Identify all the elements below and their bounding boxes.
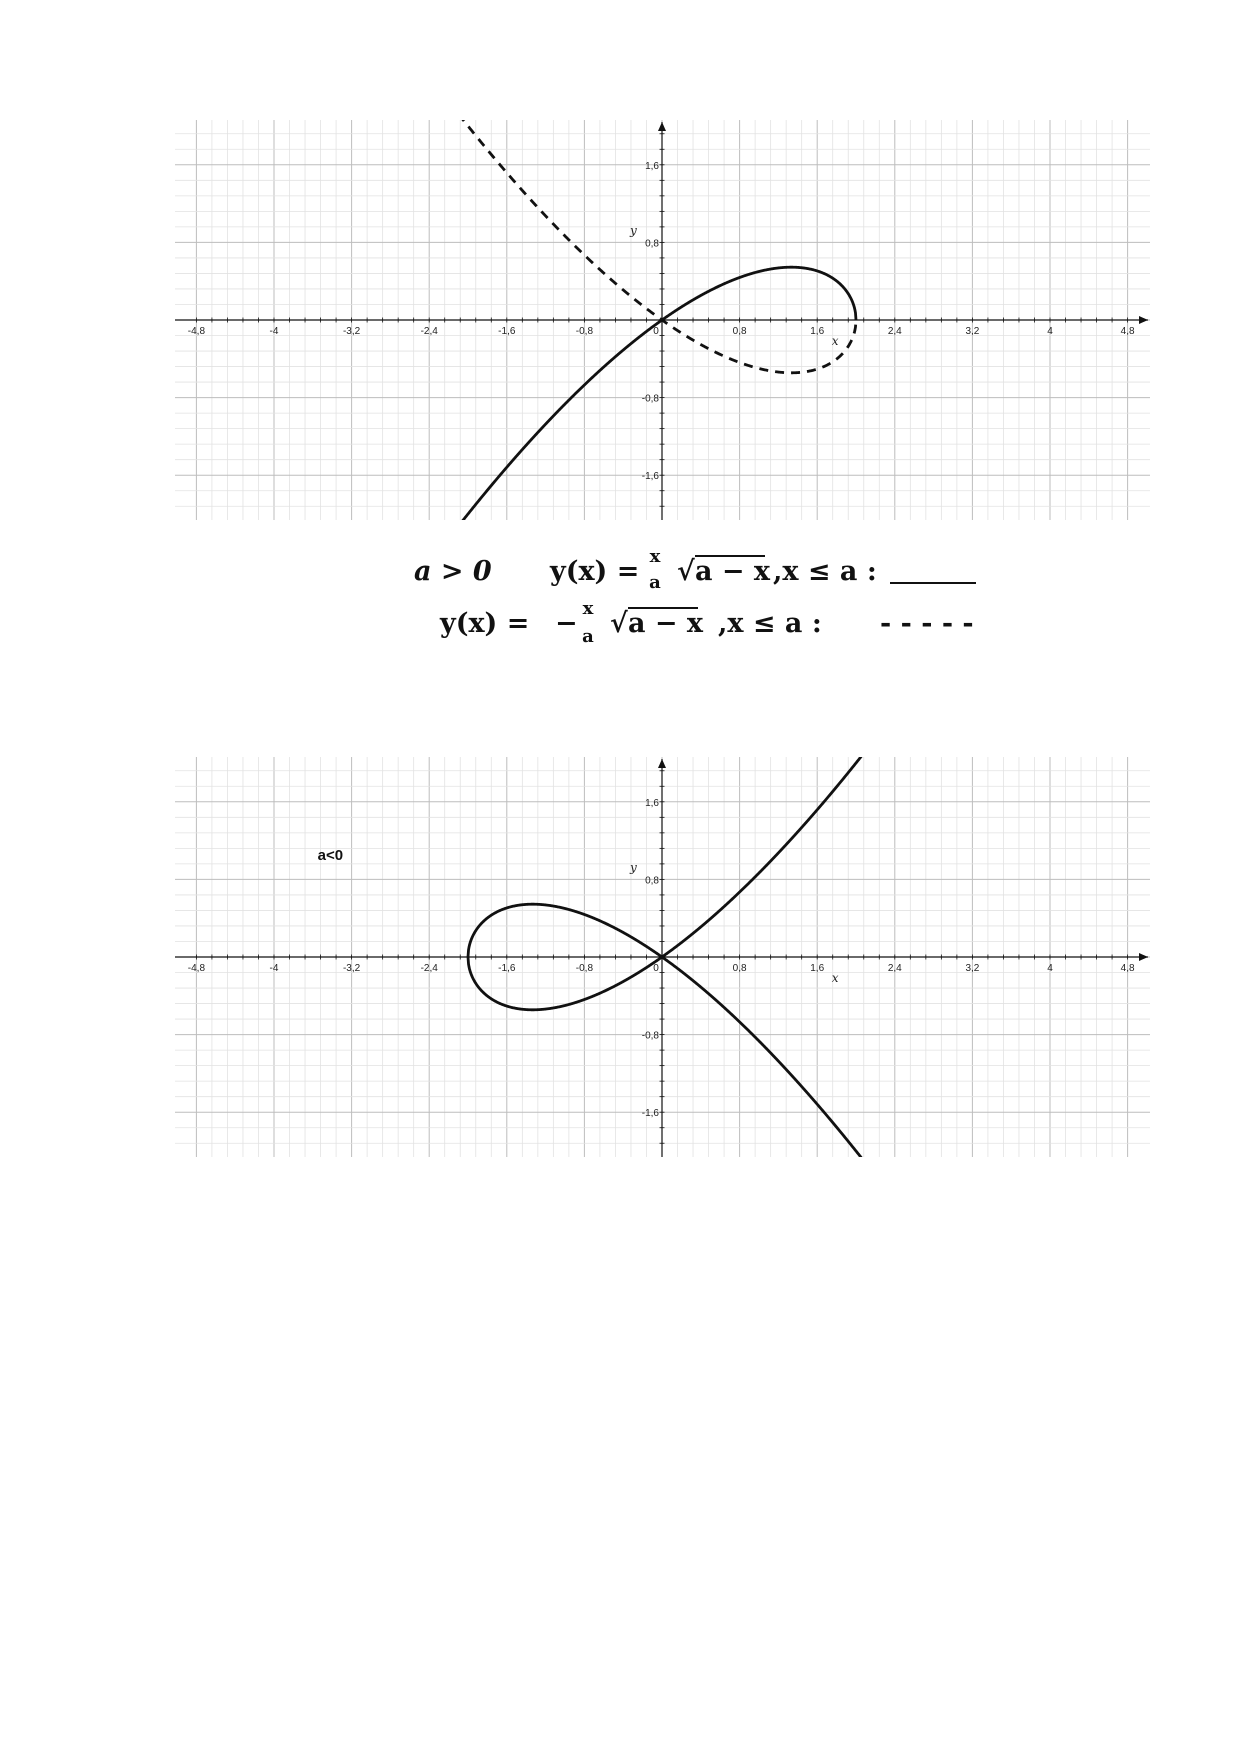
legend-row1-numerator: x [649, 546, 661, 567]
x-tick-label: 4 [1047, 963, 1053, 974]
chart-a-negative [175, 757, 1150, 1157]
y-axis-label: y [630, 223, 637, 238]
legend-row-1 [380, 548, 1020, 598]
y-tick-label: -0,8 [641, 393, 659, 405]
y-tick-label: -1,6 [641, 1108, 659, 1120]
legend-row1-sqrt: √ [677, 556, 695, 587]
legend-row2-numerator: x [582, 598, 594, 619]
legend-row2-sqrt: √ [610, 608, 628, 639]
x-tick-label: 3,2 [965, 326, 980, 337]
y-axis-arrow [658, 122, 666, 131]
x-tick-label: 0 [653, 326, 659, 337]
x-tick-label: -3,2 [342, 326, 361, 337]
legend-row1-solid-sample [890, 554, 976, 584]
x-tick-label: 1,6 [810, 326, 825, 337]
x-tick-label: 2,4 [887, 963, 902, 974]
x-tick-label: -2,4 [420, 963, 438, 974]
x-tick-label: -1,6 [498, 326, 516, 337]
x-tick-label: -4,8 [187, 326, 206, 337]
x-axis-label: x [831, 971, 839, 985]
legend-row2-dashed-sample: - - - - - [880, 608, 974, 639]
x-tick-label: 2,4 [887, 326, 902, 337]
x-tick-label: -0,8 [575, 963, 594, 974]
legend-row-2 [380, 598, 1020, 654]
x-tick-label: 3,2 [965, 963, 980, 974]
x-tick-label: -4 [269, 326, 279, 337]
legend-row1-denominator: a [649, 572, 661, 593]
chart-a-negative-svg [175, 757, 1150, 1157]
x-tick-label: 1,6 [810, 963, 825, 974]
x-tick-label: 0,8 [732, 963, 747, 974]
chart-a-positive [175, 120, 1150, 520]
y-tick-label: 1,6 [645, 797, 659, 809]
y-tick-label: -1,6 [641, 471, 659, 483]
y-tick-label: 0,8 [645, 875, 659, 887]
x-tick-label: -0,8 [575, 326, 594, 337]
legend-condition: a > 0 [414, 556, 492, 587]
series-line-2 [468, 904, 885, 1157]
y-tick-label: 1,6 [645, 160, 659, 172]
legend-row2-denominator: a [582, 626, 594, 647]
chart-annotation: a<0 [317, 847, 344, 864]
legend-row2-minus: − [555, 608, 578, 639]
x-tick-label: 0 [653, 963, 659, 974]
x-tick-label: -4 [269, 963, 279, 974]
legend-row1-lhs: y(x) = [550, 556, 640, 587]
y-axis-label: y [630, 860, 637, 875]
x-axis-arrow [1139, 953, 1148, 961]
x-tick-label: -1,6 [498, 963, 516, 974]
x-tick-label: 0,8 [732, 326, 747, 337]
x-tick-label: -3,2 [342, 963, 361, 974]
x-axis-arrow [1139, 316, 1148, 324]
x-tick-label: 4,8 [1120, 326, 1135, 337]
legend-row1-domain: ,x ≤ a : [773, 556, 877, 587]
y-axis-arrow [658, 759, 666, 768]
legend-row2-radicand: a − x [628, 608, 704, 639]
legend-row1-radicand: a − x [695, 556, 771, 587]
legend-row2-lhs: y(x) = [440, 608, 530, 639]
chart-a-positive-svg [175, 120, 1150, 520]
x-tick-label: -4,8 [187, 963, 206, 974]
x-tick-label: -2,4 [420, 326, 438, 337]
x-axis-label: x [831, 334, 839, 348]
x-tick-label: 4 [1047, 326, 1053, 337]
legend-row2-domain: ,x ≤ a : [718, 608, 822, 639]
y-tick-label: -0,8 [641, 1030, 659, 1042]
y-tick-label: 0,8 [645, 238, 659, 250]
x-tick-label: 4,8 [1120, 963, 1135, 974]
